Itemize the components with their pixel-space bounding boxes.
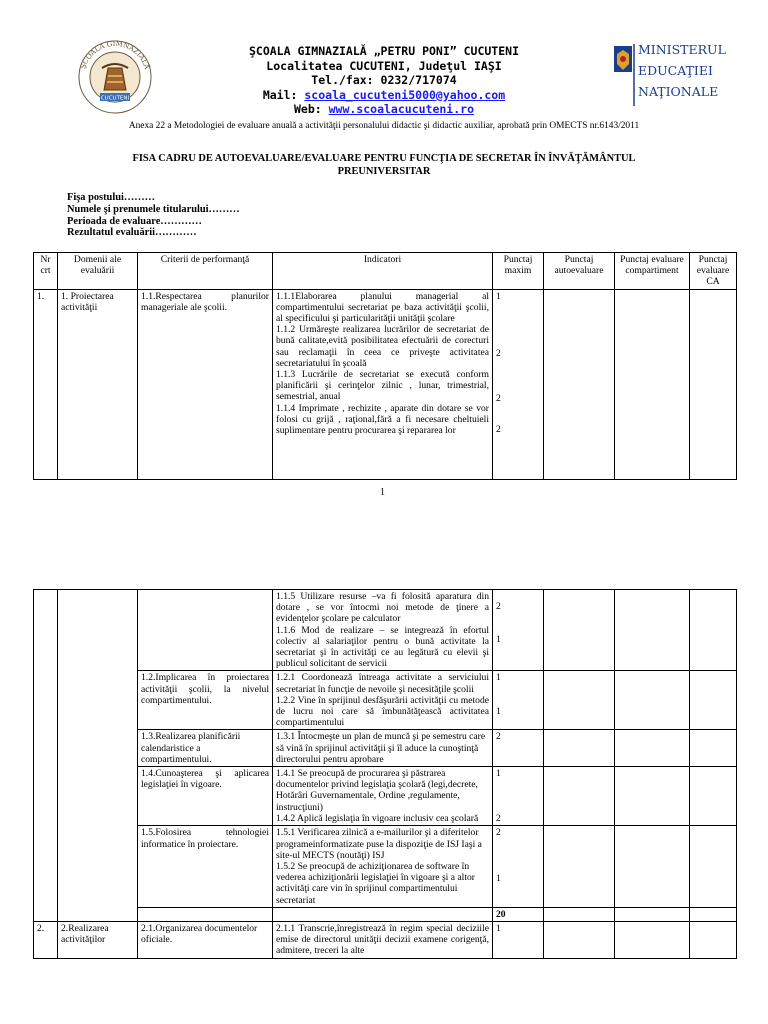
school-locality: Localitatea CUCUTENI, Judeţul IAŞI	[266, 58, 502, 73]
row-compartiment[interactable]	[615, 590, 690, 671]
school-name: ŞCOALA GIMNAZIALĂ „PETRU PONI” CUCUTENI	[248, 44, 520, 58]
total-points: 20	[493, 907, 544, 921]
annex-line: Anexa 22 a Metodologiei de evaluare anuală a activităţii personalului didactic şi didactic auxiliar, aprobată prin OMECTS nr.6143/2011	[128, 121, 640, 131]
point-value: 2	[496, 393, 501, 405]
row-ca[interactable]	[690, 730, 737, 767]
row-criteriu: 2.1.Organizarea documentelor oficiale.	[138, 922, 273, 959]
page-number: 1	[380, 487, 385, 498]
row-indicatori	[273, 767, 493, 826]
row-indicatori	[273, 826, 493, 907]
row-criteriu: 1.2.Implicarea în proiectarea activităţii şcolii, la nivelul compartimentului.	[138, 671, 273, 730]
row-compartiment[interactable]	[615, 826, 690, 907]
row-points	[493, 590, 544, 671]
field-holder-name: Numele şi prenumele titularului………	[67, 203, 240, 215]
row-ca[interactable]	[690, 767, 737, 826]
row-criteriu: 1.4.Cunoaşterea şi aplicarea legislaţiei în vigoare.	[138, 767, 273, 826]
row-points	[493, 767, 544, 826]
indicator: 1.1.1Elaborarea planului managerial al compartimentului secretariat pe baza activităţii şcolii, al specificului şi particularităţii unităţii şcolare	[276, 290, 489, 325]
header-domenii: Domenii ale evaluării	[58, 253, 138, 290]
table-row	[34, 922, 737, 959]
row-points: 1	[493, 922, 544, 959]
row-domeniu: 1. Proiectarea activităţii	[58, 289, 138, 479]
indicator: 1.4.2 Aplică legislaţia în vigoare inclusiv cea şcolară	[276, 812, 479, 824]
row-domeniu: 2.Realizarea activităţilor	[58, 922, 138, 959]
ministry-line-1: MINISTERUL	[638, 42, 726, 57]
row-ca[interactable]	[690, 922, 737, 959]
row-auto[interactable]	[544, 826, 615, 907]
row-compartiment[interactable]	[615, 289, 690, 479]
point-value: 2	[496, 601, 501, 612]
web-link[interactable]: www.scoalacucuteni.ro	[328, 102, 475, 116]
row-indicatori	[273, 730, 493, 767]
row-auto[interactable]	[544, 922, 615, 959]
indicator: 1.4.1 Se preocupă de procurarea şi păstrarea documentelor privind legislaţia şcolară (legi,decrete, Hotărâri Guvernamentale, Ordine ,regulamente, instrucţiuni)	[276, 768, 478, 813]
row-nr: 2.	[34, 922, 58, 959]
mail-label: Mail:	[262, 87, 298, 102]
point-value: 2	[496, 731, 501, 743]
identification-fields	[67, 192, 240, 239]
table-row	[34, 826, 737, 907]
point-value: 1	[496, 672, 501, 684]
indicator: 1.1.2 Urmăreşte realizarea lucrărilor de secretariat de bună calitate,evită posibilitatea efectuării de corecturi sau reclamaţii în ceea ce priveşte activitatea secretariatului în şcoală	[276, 324, 489, 369]
point-value: 1	[496, 872, 501, 884]
point-value: 1	[496, 290, 501, 302]
row-ca[interactable]	[690, 289, 737, 479]
row-criteriu	[138, 590, 273, 671]
row-criteriu: 1.5.Folosirea tehnologiei informatice în proiectare.	[138, 826, 273, 907]
row-domeniu	[58, 590, 138, 922]
indicator: 1.1.4 Imprimate , rechizite , aparate din dotare se vor folosi cu grijă , raţional,fără a fi necesare cheltuieli suplimentare pentru procurarea şi repararea lor	[276, 402, 489, 437]
header-compartiment: Punctaj evaluare compartiment	[615, 253, 690, 290]
point-value: 2	[496, 827, 501, 839]
indicator: 1.2.1 Coordonează întreaga activitate a serviciului secretariat în funcţie de nevoile şi necesităţile şcolii	[276, 672, 489, 695]
header-indicatori: Indicatori	[273, 253, 493, 290]
school-web-line	[0, 102, 768, 117]
svg-text:CUCUTENI: CUCUTENI	[100, 95, 130, 102]
row-auto[interactable]	[544, 590, 615, 671]
row-auto[interactable]	[544, 767, 615, 826]
row-compartiment[interactable]	[615, 767, 690, 826]
point-value: 1	[496, 705, 501, 717]
header-criterii: Criterii de performanţă	[138, 253, 273, 290]
row-indicatori	[273, 289, 493, 479]
point-value: 2	[496, 424, 501, 436]
indicator: 1.5.1 Verificarea zilnică a e-mailurilor şi a diferitelor programeinformatizate puse la dispoziţie de ISJ Iaşi a site-ul MECTS (noutăţi) ISJ	[276, 827, 482, 861]
row-ca[interactable]	[690, 826, 737, 907]
row-compartiment[interactable]	[615, 671, 690, 730]
total-row	[34, 907, 737, 921]
row-points	[493, 289, 544, 479]
point-value: 2	[496, 813, 501, 825]
table-row	[34, 730, 737, 767]
row-indicatori: 2.1.1 Transcrie,înregistrează în regim special deciziile emise de directorul unităţii decizii examene corigenţă, admitere, treceri la alte	[273, 922, 493, 959]
field-job-sheet: Fişa postului………	[67, 192, 156, 203]
point-value: 1	[496, 768, 501, 780]
school-mail-line	[0, 88, 768, 103]
svg-text:ŞCOALA GIMNAZIALĂ: ŞCOALA GIMNAZIALĂ	[79, 39, 151, 71]
row-ca[interactable]	[690, 671, 737, 730]
row-compartiment[interactable]	[615, 730, 690, 767]
table-row	[34, 671, 737, 730]
row-indicatori	[273, 590, 493, 671]
header-nr: Nr crt	[34, 253, 58, 290]
field-evaluation-period: Perioada de evaluare…………	[67, 215, 202, 227]
point-value: 2	[496, 347, 501, 359]
row-criteriu: 1.3.Realizarea planificării calendaristice a compartimentului.	[138, 730, 273, 767]
row-auto[interactable]	[544, 730, 615, 767]
point-value: 1	[496, 634, 501, 646]
indicator: 1.2.2 Vine în sprijinul desfăşurării activităţii cu metode de lucru noi care să îmbunătăţească activitatea compartimentului	[276, 694, 489, 729]
indicator: 1.1.5 Utilizare resurse –va fi folosită aparatura din dotare , se vor întocmi noi metode de ţinere a evidenţelor şcolare pe calculator	[276, 591, 489, 625]
indicator: 1.1.3 Lucrările de secretariat se execută conform planificării şi cerinţelor zilnic , lunar, trimestrial, semestrial, anual	[276, 369, 489, 403]
document-title: FISA CADRU DE AUTOEVALUARE/EVALUARE PENTRU FUNCŢIA DE SECRETAR ÎN ÎNVĂŢĂMÂNTUL PREUNIVERSITAR	[132, 153, 636, 177]
row-points	[493, 671, 544, 730]
table-header-row	[34, 253, 737, 290]
row-points	[493, 730, 544, 767]
ministry-line-3: NAŢIONALE	[638, 84, 719, 99]
mail-link[interactable]: scoala_cucuteni5000@yahoo.com	[304, 87, 506, 102]
row-auto[interactable]	[544, 289, 615, 479]
ministry-line-2: EDUCAŢIEI	[638, 63, 713, 78]
web-label: Web:	[293, 102, 322, 116]
row-points	[493, 826, 544, 907]
indicator: 1.5.2 Se preocupă de achiziţionarea de software în vederea achiziţionării legislaţiei în vigoare şi a altor activităţi care vin în sprijinul compartimentului secretariat	[276, 861, 475, 906]
row-criteriu: 1.1.Respectarea planurilor manageriale ale şcolii.	[138, 289, 273, 479]
school-phone: Tel./fax: 0232/717074	[311, 73, 457, 87]
row-nr	[34, 590, 58, 922]
row-ca[interactable]	[690, 590, 737, 671]
table-row	[34, 767, 737, 826]
header-ca: Punctaj evaluare CA	[690, 253, 737, 290]
header-auto: Punctaj autoevaluare	[544, 253, 615, 290]
header-maxim: Punctaj maxim	[493, 253, 544, 290]
evaluation-table-page1	[33, 252, 737, 480]
indicator: 1.1.6 Mod de realizare – se integrează în efortul colectiv al salariaţilor pentru o bună activitate la secretariat şi în activităţi ce au legătură cu elevii şi publicul solicitant de servicii	[276, 624, 489, 670]
row-auto[interactable]	[544, 671, 615, 730]
field-evaluation-result: Rezultatul evaluării…………	[67, 227, 197, 239]
school-header	[0, 44, 768, 117]
table-row	[34, 289, 737, 479]
evaluation-table-page2	[33, 589, 737, 959]
row-compartiment[interactable]	[615, 922, 690, 959]
table-row	[34, 590, 737, 671]
row-nr: 1.	[34, 289, 58, 479]
indicator: 1.3.1 Întocmeşte un plan de muncă şi pe semestru care să vină în sprijinul activităţii şi îl aduce la cunoştinţă directorului pentru aprobare	[276, 731, 486, 765]
row-indicatori	[273, 671, 493, 730]
